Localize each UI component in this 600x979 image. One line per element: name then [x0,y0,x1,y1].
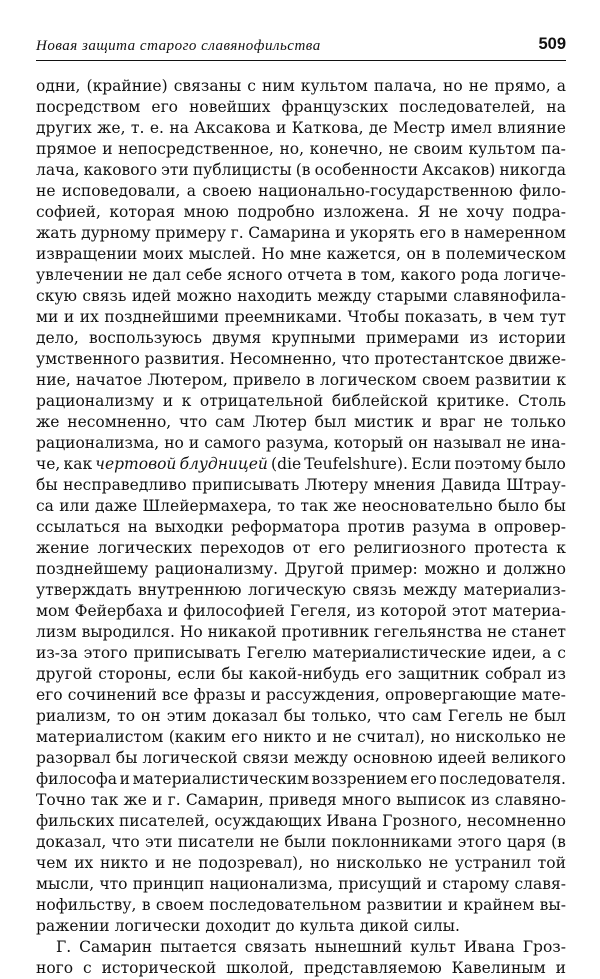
text-line: утверждать внутреннюю логическую связь между материализ- [36,581,566,599]
running-title: Новая защита старого славянофильства [36,38,321,54]
text-line: рационализму и к отрицательной библейской критике. Столь [36,392,566,410]
text-line: из-за этого приписывать Гегелю материалистические идеи, а с [36,644,566,662]
text-line: нофильству, в своем последовательном развитии и крайнем вы- [36,896,566,914]
text-line: ми и их позднейшими преемниками. Чтобы показать, в чем тут [36,308,566,326]
text-line: доказал, что эти писатели не были поклонниками этого царя (в [36,833,566,851]
text-line: ссылаться на выходки реформатора против разума в опровер- [36,518,566,536]
text-line: посредством его новейших французских последователей, на [36,98,566,116]
text-line: Точно так же и г. Самарин, приведя много выписок из славяно- [36,791,566,809]
text-line: философа и материалистическим воззрением его последователя. [36,770,566,788]
text-line: ражении логически доходит до культа дикой силы. [36,917,460,935]
text-line: чем их никто и не подозревал), но нисколько не устранил той [36,854,566,872]
text-line: увлечении не дал себе ясного отчета в том, какого рода логиче- [36,266,566,284]
text-line: извращении моих мыслей. Но мне кажется, он в полемическом [36,245,566,263]
text-line: одни, (крайние) связаны с ним культом палача, но не прямо, а [36,77,566,95]
text-line: лача, какового эти публицисты (в особенности Аксаков) никогда [36,161,566,179]
text-line: скую связь идей можно находить между старыми славянофила- [36,287,566,305]
text-line: не исповедовали, а своею национально-государственною фило- [36,182,566,200]
text-line: позднейшему рационализму. Другой пример: можно и должно [36,560,566,578]
text-line: ние, начатое Лютером, привело в логическом своем развитии к [36,371,566,389]
text-line: жение логических переходов от его религиозного протеста к [36,539,566,557]
text-line: софией, которая мною подробно изложена. Я не хочу подра- [36,203,566,221]
text-line: умственного развития. Несомненно, что протестантское движе- [36,350,566,368]
text-line: мысли, что принцип национализма, присущий и старому славя- [36,875,566,893]
text-line: фильских писателей, осуждающих Ивана Грозного, несомненно [36,812,566,830]
text-line: бы несправедливо приписывать Лютеру мнения Давида Штрау- [36,476,566,494]
text-line: же несомненно, что сам Лютер был мистик и враг не только [36,413,566,431]
page-number: 509 [538,35,566,53]
body-text [36,76,566,979]
text-line: разорвал бы логической связи между основною идеей великого [36,749,566,767]
running-head [36,35,566,61]
paragraph [36,76,566,937]
text-line: са или даже Шлейермахера, то так же неосновательно было бы [36,497,566,515]
text-line: рационализма, но и самого разума, который он называл не ина- [36,434,566,452]
text-line: риализм, то он этим доказал бы только, что сам Гегель не был [36,707,566,725]
text-line: Г. Самарин пытается связать нынешний культ Ивана Гроз- [56,938,566,956]
paragraph [36,937,566,979]
text-line: его сочинений все фразы и рассуждения, опровергающие мате- [36,686,566,704]
text-line: ного с исторической школой, представляемою Кавелиным и [36,959,566,977]
text-line: мом Фейербаха и философией Гегеля, из которой этот материа- [36,602,566,620]
text-line: лизм выродился. Но никакой противник гегельянства не станет [36,623,566,641]
text-line: других же, т. е. на Аксакова и Каткова, де Местр имел влияние [36,119,566,137]
text-line: прямое и непосредственное, но, конечно, не своим культом па- [36,140,566,158]
text-line: дело, воспользуюсь двумя крупными примерами из истории [36,329,566,347]
text-line: жать дурному примеру г. Самарина и укорять его в намеренном [36,224,566,242]
text-line: другой стороны, если бы какой-нибудь его защитник собрал из [36,665,566,683]
text-line: че, как чертовой блудницей (die Teufelshure). Если поэтому было [36,455,566,473]
text-line: материалистом (каким его никто и не считал), но нисколько не [36,728,566,746]
